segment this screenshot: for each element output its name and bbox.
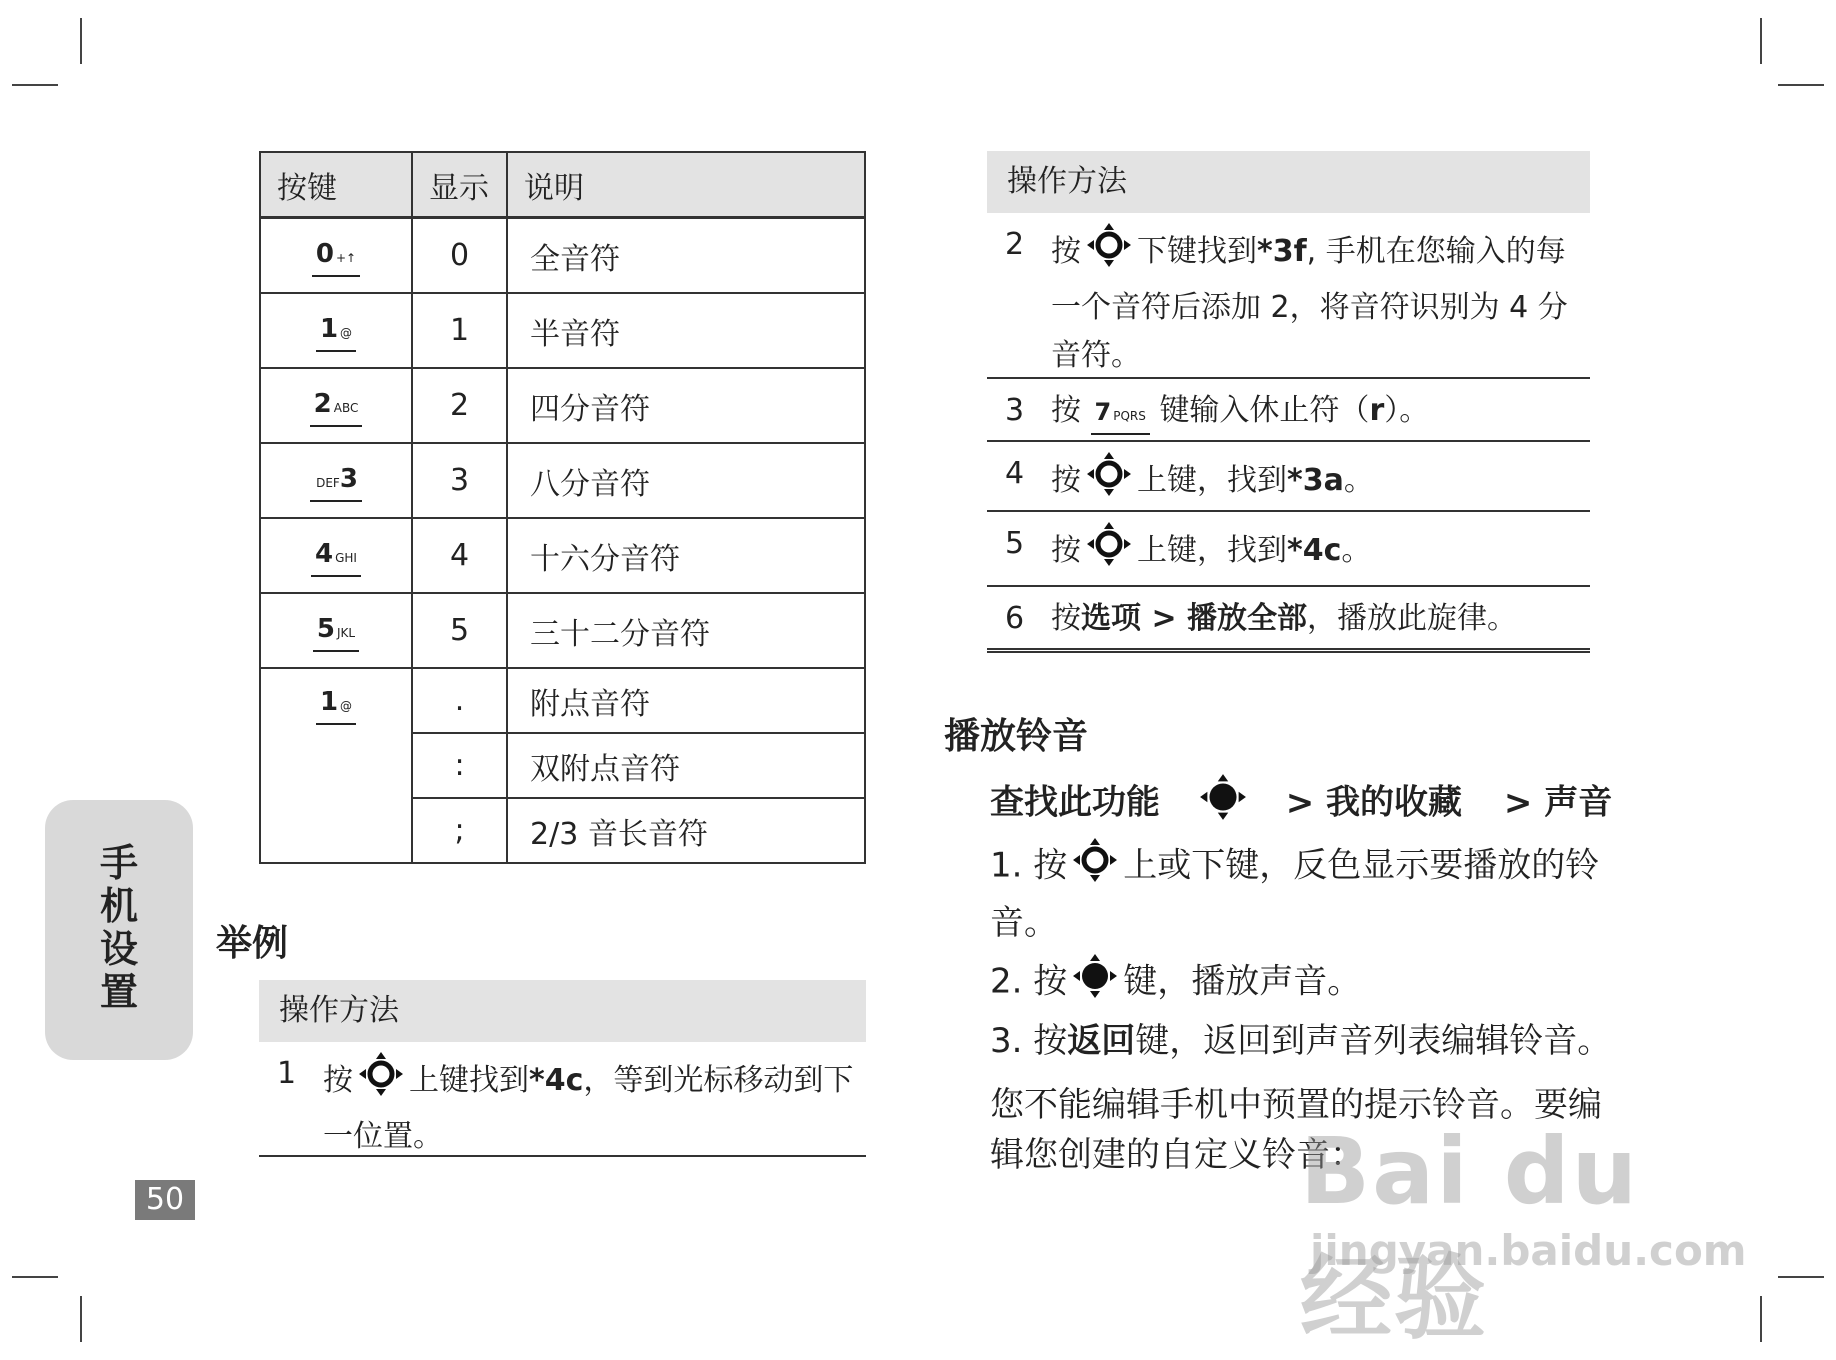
4-ghi-key-icon: 4 GHI <box>311 539 361 577</box>
step-text: 按 <box>1051 393 1081 428</box>
path-separator: > <box>1503 782 1533 823</box>
table-row <box>260 668 865 733</box>
note-code: r <box>1369 393 1385 428</box>
step-number: 3 <box>1005 393 1025 428</box>
step-text: 键，返回到声音列表编辑铃音。 <box>1135 1021 1612 1061</box>
step-text: 按 <box>1033 961 1068 1002</box>
menu-option: 播放全部 <box>1187 601 1308 636</box>
header-display: 显示 <box>412 152 507 218</box>
example-title: 举例 <box>216 922 289 964</box>
step-text: 按 <box>323 1063 353 1098</box>
key-name: 返回 <box>1067 1021 1136 1061</box>
description: 八分音符 <box>507 443 865 518</box>
right-step-6 <box>987 587 1590 653</box>
baidu-watermark <box>1300 1118 1747 1352</box>
step-number: 1. <box>990 845 1023 886</box>
step-text: 上键，找到 <box>1137 533 1287 568</box>
crop-mark <box>80 1296 82 1342</box>
display-value: . <box>412 668 507 733</box>
1-key-icon: 1 @ <box>316 314 356 352</box>
table-row <box>260 368 865 443</box>
watermark-url: jingyan.baidu.com <box>1310 1226 1747 1275</box>
nav-key-up-icon <box>1085 520 1133 583</box>
nav-key-up-icon <box>1085 450 1133 513</box>
nav-key-up-icon <box>357 1050 405 1113</box>
section-side-tab <box>45 800 193 1060</box>
2-abc-key-icon: 2 ABC <box>310 389 363 427</box>
0-plus-key-icon: 0 +↑ <box>312 239 360 277</box>
ringtone-step-2 <box>990 952 1361 1014</box>
step-text: 下键找到 <box>1137 234 1257 269</box>
step-text: , 手机在您输入的每一个音符后添加 2，将音符识别为 4 分音符。 <box>1051 234 1568 373</box>
crop-mark <box>12 1276 58 1278</box>
path-separator: > <box>1141 601 1188 636</box>
nav-key-updown-icon <box>1071 836 1119 898</box>
5-jkl-key-icon: 5 JKL <box>313 614 359 652</box>
note-code: *3f <box>1257 234 1307 269</box>
description: 三十二分音符 <box>507 593 865 668</box>
step-text: 按 <box>1033 1021 1068 1061</box>
3-def-key-icon: DEF3 <box>310 464 362 502</box>
header-desc: 说明 <box>507 152 865 218</box>
step-text: ，等到光标移动到下一位置。 <box>323 1063 854 1154</box>
table-header-row <box>260 152 865 218</box>
right-step-2 <box>987 213 1590 379</box>
step-text: 按 <box>1051 234 1081 269</box>
right-step-3 <box>987 379 1590 442</box>
find-label: 查找此功能 <box>990 782 1160 823</box>
step-text: 上键，找到 <box>1137 463 1287 498</box>
description: 十六分音符 <box>507 518 865 593</box>
side-tab-label: 手 机 设 置 <box>99 841 138 1014</box>
step-text: 。 <box>1341 533 1372 568</box>
step-number: 2. <box>990 961 1023 1002</box>
ringtone-note: 您不能编辑手机中预置的提示铃音。要编辑您创建的自定义铃音： <box>990 1085 1602 1175</box>
description: 四分音符 <box>507 368 865 443</box>
step-text: 按 <box>1033 845 1068 886</box>
table-row <box>260 443 865 518</box>
crop-mark <box>80 18 82 64</box>
path-separator: > <box>1285 782 1315 823</box>
find-path <box>990 772 1612 836</box>
display-value: 4 <box>412 518 507 593</box>
path-item: 我的收藏 <box>1326 782 1463 823</box>
watermark-brand: Bai du 经验 <box>1300 1118 1640 1352</box>
note-code: *3a <box>1287 463 1344 498</box>
ringtone-step-3 <box>990 1016 1611 1066</box>
7-pqrs-key-icon: 7 PQRS <box>1091 397 1150 435</box>
crop-mark <box>1760 18 1762 64</box>
description: 附点音符 <box>507 668 865 733</box>
note-code: *4c <box>529 1063 584 1098</box>
note-code: *4c <box>1287 533 1342 568</box>
right-panel-header: 操作方法 <box>987 151 1590 213</box>
crop-mark <box>1778 1276 1824 1278</box>
display-value: 0 <box>412 218 507 294</box>
table-row <box>260 593 865 668</box>
right-step-4 <box>987 442 1590 512</box>
example-step-1 <box>259 1042 866 1157</box>
step-number: 1 <box>277 1056 297 1091</box>
display-value: 1 <box>412 293 507 368</box>
step-number: 5 <box>1005 526 1025 561</box>
description: 2/3 音长音符 <box>507 798 865 863</box>
step-text: 按 <box>1051 533 1081 568</box>
step-text: 上键找到 <box>409 1063 529 1098</box>
right-step-5 <box>987 512 1590 587</box>
description: 双附点音符 <box>507 733 865 798</box>
nav-key-down-icon <box>1085 221 1133 284</box>
display-value: 2 <box>412 368 507 443</box>
key-table <box>259 151 866 864</box>
menu-option: 选项 <box>1081 601 1141 636</box>
description: 全音符 <box>507 218 865 294</box>
crop-mark <box>12 84 58 86</box>
example-panel-header: 操作方法 <box>259 980 866 1042</box>
table-row <box>260 293 865 368</box>
table-row <box>260 218 865 294</box>
ringtone-title: 播放铃音 <box>944 715 1089 757</box>
step-text: 按 <box>1051 463 1081 498</box>
display-value: 5 <box>412 593 507 668</box>
path-item: 声音 <box>1544 782 1613 823</box>
crop-mark <box>1760 1296 1762 1342</box>
step-number: 3. <box>990 1021 1023 1061</box>
step-text: ，播放此旋律。 <box>1307 601 1518 636</box>
description: 半音符 <box>507 293 865 368</box>
nav-key-center-icon <box>1198 772 1248 836</box>
step-text: 键输入休止符（ <box>1159 393 1370 428</box>
step-text: 上或下键，反色显示要播放的铃音。 <box>990 845 1600 943</box>
step-number: 6 <box>1005 601 1025 636</box>
step-number: 2 <box>1005 227 1025 262</box>
display-value: 3 <box>412 443 507 518</box>
step-text: 。 <box>1343 463 1374 498</box>
1-key-icon: 1 @ <box>316 687 356 725</box>
display-value: : <box>412 733 507 798</box>
ringtone-step-1 <box>990 836 1600 948</box>
page-number: 50 <box>135 1180 195 1220</box>
step-text: ）。 <box>1384 393 1430 428</box>
crop-mark <box>1778 84 1824 86</box>
table-row <box>260 518 865 593</box>
step-number: 4 <box>1005 456 1025 491</box>
header-key: 按键 <box>260 152 412 218</box>
step-text: 按 <box>1051 601 1081 636</box>
nav-key-center-icon <box>1071 952 1119 1014</box>
step-text: 键，播放声音。 <box>1123 961 1362 1002</box>
display-value: ; <box>412 798 507 863</box>
